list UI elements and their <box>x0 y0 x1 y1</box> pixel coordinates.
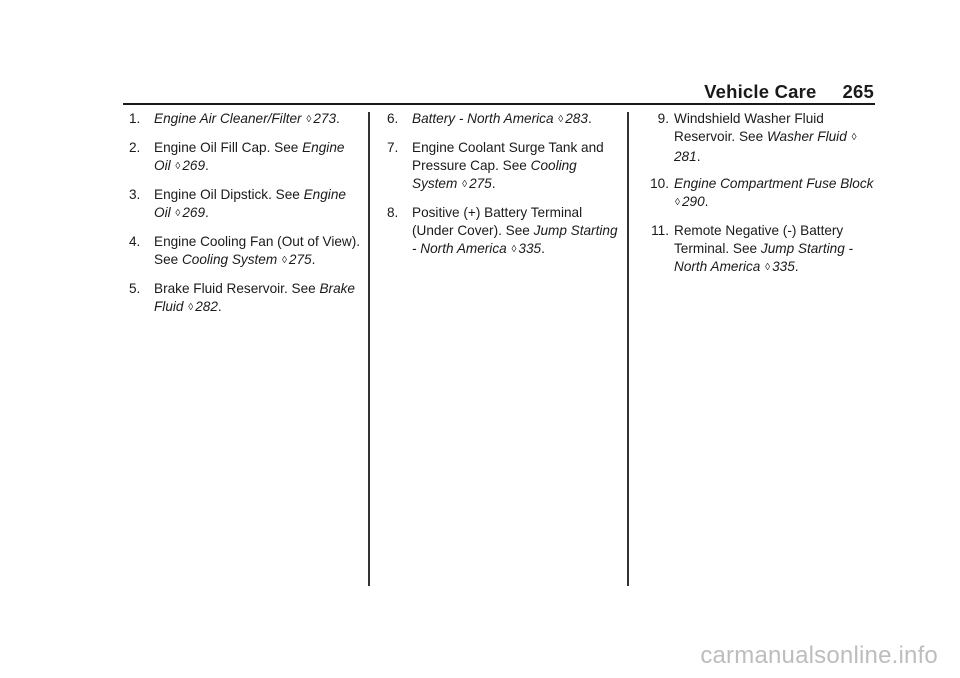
item-description: Remote Negative (-) Battery Terminal. See <box>674 223 844 256</box>
item-number: 9. <box>657 111 669 126</box>
section-title: Vehicle Care <box>704 81 817 102</box>
list-item: 2. Engine Oil Fill Cap. See Engine Oil ◊ 269. <box>129 139 361 177</box>
page-reference-icon: ◊ <box>175 161 181 172</box>
cross-reference-link[interactable]: Cooling System <box>412 158 577 191</box>
item-number: 1. <box>129 111 141 126</box>
page-header <box>704 81 874 103</box>
item-description: Engine Cooling Fan (Out of View). See <box>154 234 361 267</box>
item-number: 10. <box>650 176 669 191</box>
column-3 <box>649 110 875 287</box>
page-reference-icon: ◊ <box>851 132 857 143</box>
page-reference-number[interactable]: 275 <box>288 252 312 267</box>
item-description: Brake Fluid Reservoir. See <box>154 281 316 296</box>
item-number: 2. <box>129 140 141 155</box>
list-item: 5. Brake Fluid Reservoir. See Brake Fluid ◊ 282. <box>129 280 361 318</box>
item-number: 11. <box>651 223 669 238</box>
page-reference-icon: ◊ <box>675 197 680 208</box>
watermark: carmanualsonline.info <box>700 642 938 669</box>
item-description: Engine Oil Dipstick. See <box>154 187 300 202</box>
column-divider-2 <box>627 112 629 586</box>
item-number: 8. <box>387 205 399 220</box>
item-description: Engine Coolant Surge Tank and Pressure Cap. See <box>412 140 604 173</box>
page-reference-icon: ◊ <box>306 114 312 125</box>
column-2 <box>387 110 619 269</box>
page-reference-number[interactable]: 335 <box>772 259 795 274</box>
list-item: 9. Windshield Washer Fluid Reservoir. See Washer Fluid ◊281. <box>649 110 875 166</box>
page-reference-number[interactable]: 275 <box>469 176 492 191</box>
page-reference-number[interactable]: 269 <box>182 158 206 173</box>
page-reference-icon: ◊ <box>511 244 517 255</box>
cross-reference-link[interactable]: Cooling System <box>181 252 278 267</box>
list-item: 6. Battery - North America ◊ 283. <box>387 110 619 130</box>
cross-reference-link[interactable]: Engine Oil <box>154 140 345 173</box>
page-reference-number[interactable]: 290 <box>681 194 705 209</box>
page-reference-icon: ◊ <box>175 208 181 219</box>
page-reference-number[interactable]: 282 <box>195 299 218 314</box>
item-description: Engine Oil Fill Cap. See <box>154 140 299 155</box>
cross-reference-link[interactable]: Jump Starting - North America <box>412 223 618 256</box>
list-item: 8. Positive (+) Battery Terminal (Under Cover). See Jump Starting - North America ◊ 335. <box>387 204 619 260</box>
page-reference-icon: ◊ <box>188 302 194 313</box>
item-number: 3. <box>129 187 141 202</box>
cross-reference-link[interactable]: Battery - North America <box>412 111 554 126</box>
page-reference-icon: ◊ <box>558 114 564 125</box>
header-rule <box>123 103 875 105</box>
cross-reference-link[interactable]: Engine Oil <box>154 187 346 220</box>
item-number: 4. <box>129 234 141 249</box>
page-reference-number[interactable]: 335 <box>518 241 542 256</box>
column-divider-1 <box>368 112 370 586</box>
list-item: 1. Engine Air Cleaner/Filter ◊ 273. <box>129 110 361 130</box>
list-item: 11. Remote Negative (-) Battery Terminal. See Jump Starting - North America ◊ 335. <box>649 222 875 278</box>
page-reference-number[interactable]: 269 <box>182 205 206 220</box>
column-1 <box>129 110 361 327</box>
cross-reference-link[interactable]: Washer Fluid <box>766 129 847 144</box>
item-description: Windshield Washer Fluid Reservoir. See <box>674 111 824 144</box>
cross-reference-link[interactable]: Brake Fluid <box>154 281 355 314</box>
page-reference-number[interactable]: 273 <box>313 111 337 126</box>
page-reference-number[interactable]: 283 <box>565 111 588 126</box>
item-description: Positive (+) Battery Terminal (Under Cover). See <box>412 205 583 238</box>
item-number: 6. <box>387 111 399 126</box>
list-item: 7. Engine Coolant Surge Tank and Pressure Cap. See Cooling System ◊ 275. <box>387 139 619 195</box>
page-number: 265 <box>842 81 874 102</box>
page-reference-icon: ◊ <box>281 255 287 266</box>
cross-reference-link[interactable]: Engine Air Cleaner/Filter <box>154 111 302 126</box>
cross-reference-link[interactable]: Jump Starting - North America <box>674 241 854 274</box>
list-item: 4. Engine Cooling Fan (Out of View). See Cooling System ◊ 275. <box>129 233 361 271</box>
item-number: 7. <box>387 140 399 155</box>
list-item: 3. Engine Oil Dipstick. See Engine Oil ◊ 269. <box>129 186 361 224</box>
page-reference-number[interactable]: 281 <box>674 149 697 164</box>
list-item: 10. Engine Compartment Fuse Block ◊ 290. <box>649 175 875 213</box>
item-number: 5. <box>129 281 141 296</box>
page-reference-icon: ◊ <box>462 179 468 190</box>
cross-reference-link[interactable]: Engine Compartment Fuse Block <box>674 176 874 191</box>
page-reference-icon: ◊ <box>765 262 771 273</box>
